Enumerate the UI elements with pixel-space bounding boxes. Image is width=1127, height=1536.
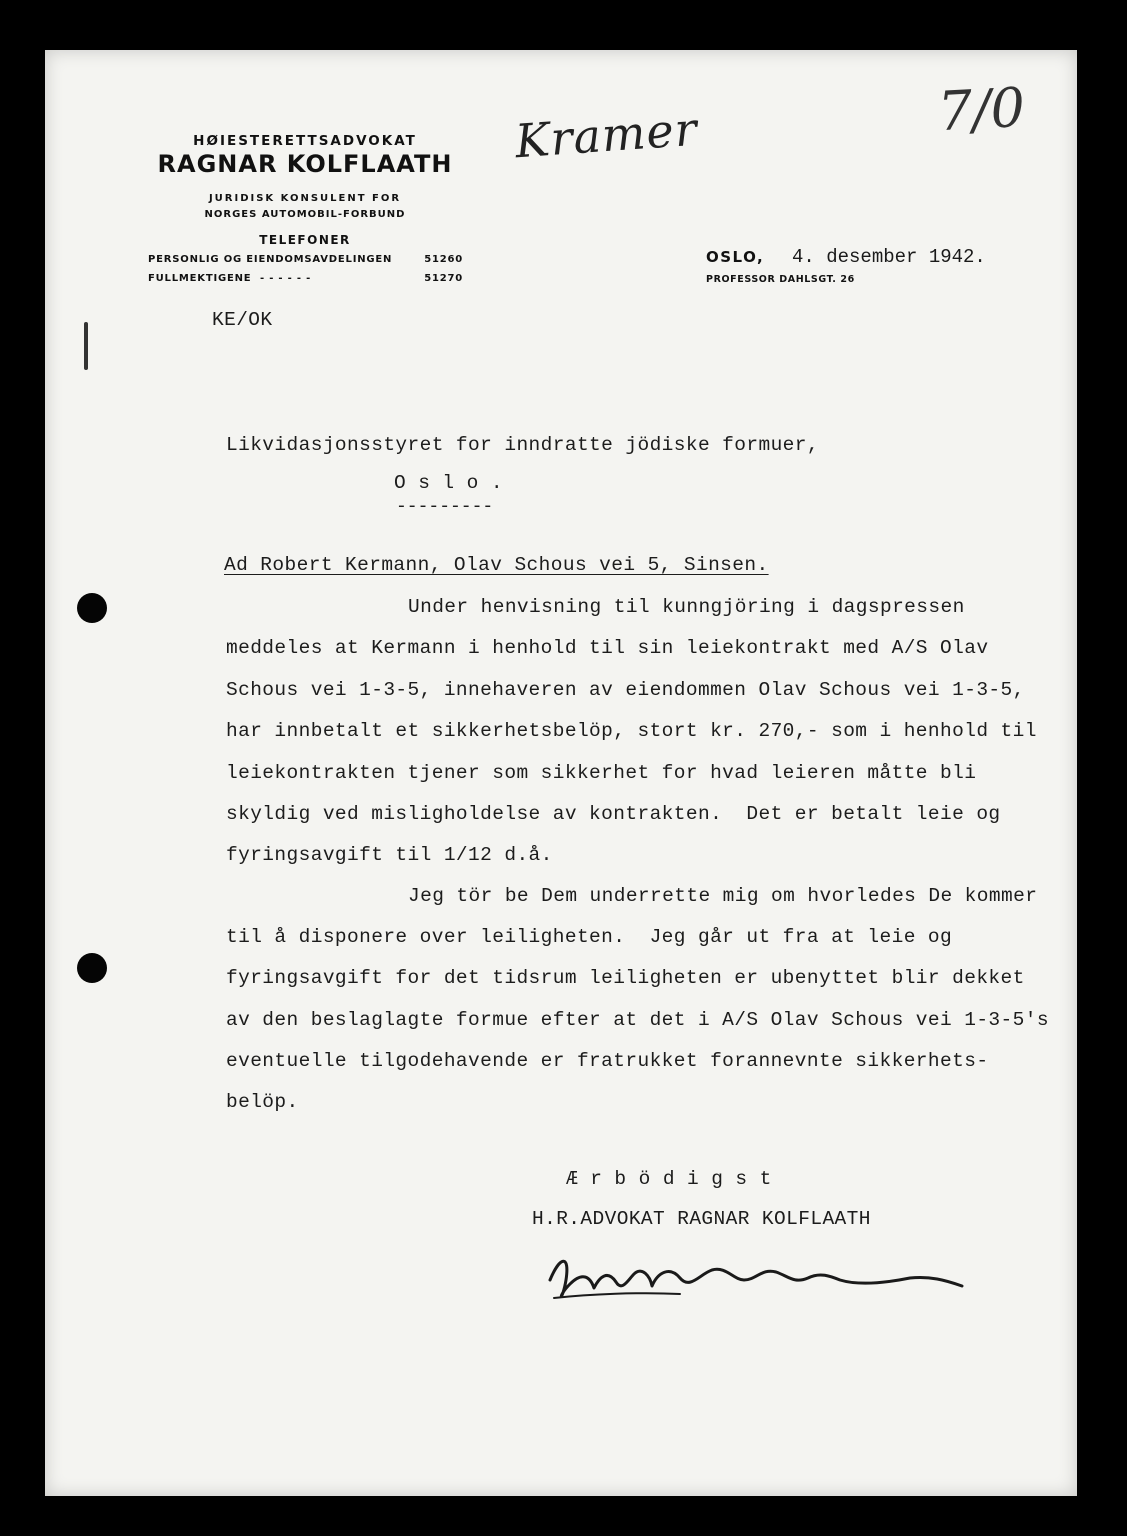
punch-hole-upper <box>77 593 107 623</box>
subject-line: Ad Robert Kermann, Olav Schous vei 5, Sinsen. <box>224 554 769 576</box>
body-line: Jeg tör be Dem underrette mig om hvorledes De kommer <box>408 885 1038 907</box>
letterhead-subtitle-2: NORGES AUTOMOBIL-FORBUND <box>204 209 406 220</box>
recipient-line-1: Likvidasjonsstyret for inndratte jödiske formuer, <box>226 434 819 456</box>
margin-mark <box>84 322 88 370</box>
letterhead-subtitle-1: JURIDISK KONSULENT FOR <box>208 193 402 204</box>
body-line: til å disponere over leiligheten. Jeg går ut fra at leie og <box>226 926 953 948</box>
telephone-heading: TELEFONER <box>259 233 351 247</box>
handwritten-signature <box>530 1236 970 1316</box>
punch-hole-lower <box>77 953 107 983</box>
street-address: PROFESSOR DAHLSGT. 26 <box>706 274 855 285</box>
reference: KE/OK <box>212 309 273 331</box>
signature-block: H.R.ADVOKAT RAGNAR KOLFLAATH <box>532 1208 871 1230</box>
place: OSLO, <box>706 248 765 266</box>
letter-date: 4. desember 1942. <box>792 246 986 268</box>
body-line: eventuelle tilgodehavende er fratrukket forannevnte sikkerhets- <box>226 1050 989 1072</box>
phone-row <box>148 254 463 265</box>
phone-row <box>148 273 463 284</box>
closing: Æ r b ö d i g s t <box>566 1168 772 1190</box>
phone-number: 51260 <box>424 254 463 265</box>
handwritten-name: Kramer <box>513 101 700 169</box>
body-line: fyringsavgift til 1/12 d.å. <box>226 844 553 866</box>
body-line: leiekontrakten tjener som sikkerhet for hvad leieren måtte bli <box>226 762 977 784</box>
phone-number: 51270 <box>424 273 463 284</box>
body-line: av den beslaglagte formue efter at det i A/S Olav Schous vei 1-3-5's <box>226 1009 1049 1031</box>
body-line: har innbetalt et sikkerhetsbelöp, stort kr. 270,- som i henhold til <box>226 720 1037 742</box>
letterhead-title: HØIESTERETTSADVOKAT <box>193 133 417 149</box>
recipient-city: O s l o . <box>394 472 503 494</box>
handwritten-number: 7/0 <box>936 75 1027 144</box>
recipient-underline: --------- <box>396 497 494 517</box>
letterhead-name: RAGNAR KOLFLAATH <box>157 150 453 178</box>
body-line: fyringsavgift for det tidsrum leiligheten er ubenyttet blir dekket <box>226 967 1025 989</box>
body-line: Schous vei 1-3-5, innehaveren av eiendommen Olav Schous vei 1-3-5, <box>226 679 1025 701</box>
phone-label: FULLMEKTIGENE - - - - - - <box>148 273 312 284</box>
body-line: meddeles at Kermann i henhold til sin leiekontrakt med A/S Olav <box>226 637 989 659</box>
body-line: Under henvisning til kunngjöring i dagspressen <box>408 596 965 618</box>
body-line: belöp. <box>226 1091 299 1113</box>
body-line: skyldig ved misligholdelse av kontrakten. Det er betalt leie og <box>226 803 1001 825</box>
phone-label: PERSONLIG OG EIENDOMSAVDELINGEN <box>148 254 393 265</box>
